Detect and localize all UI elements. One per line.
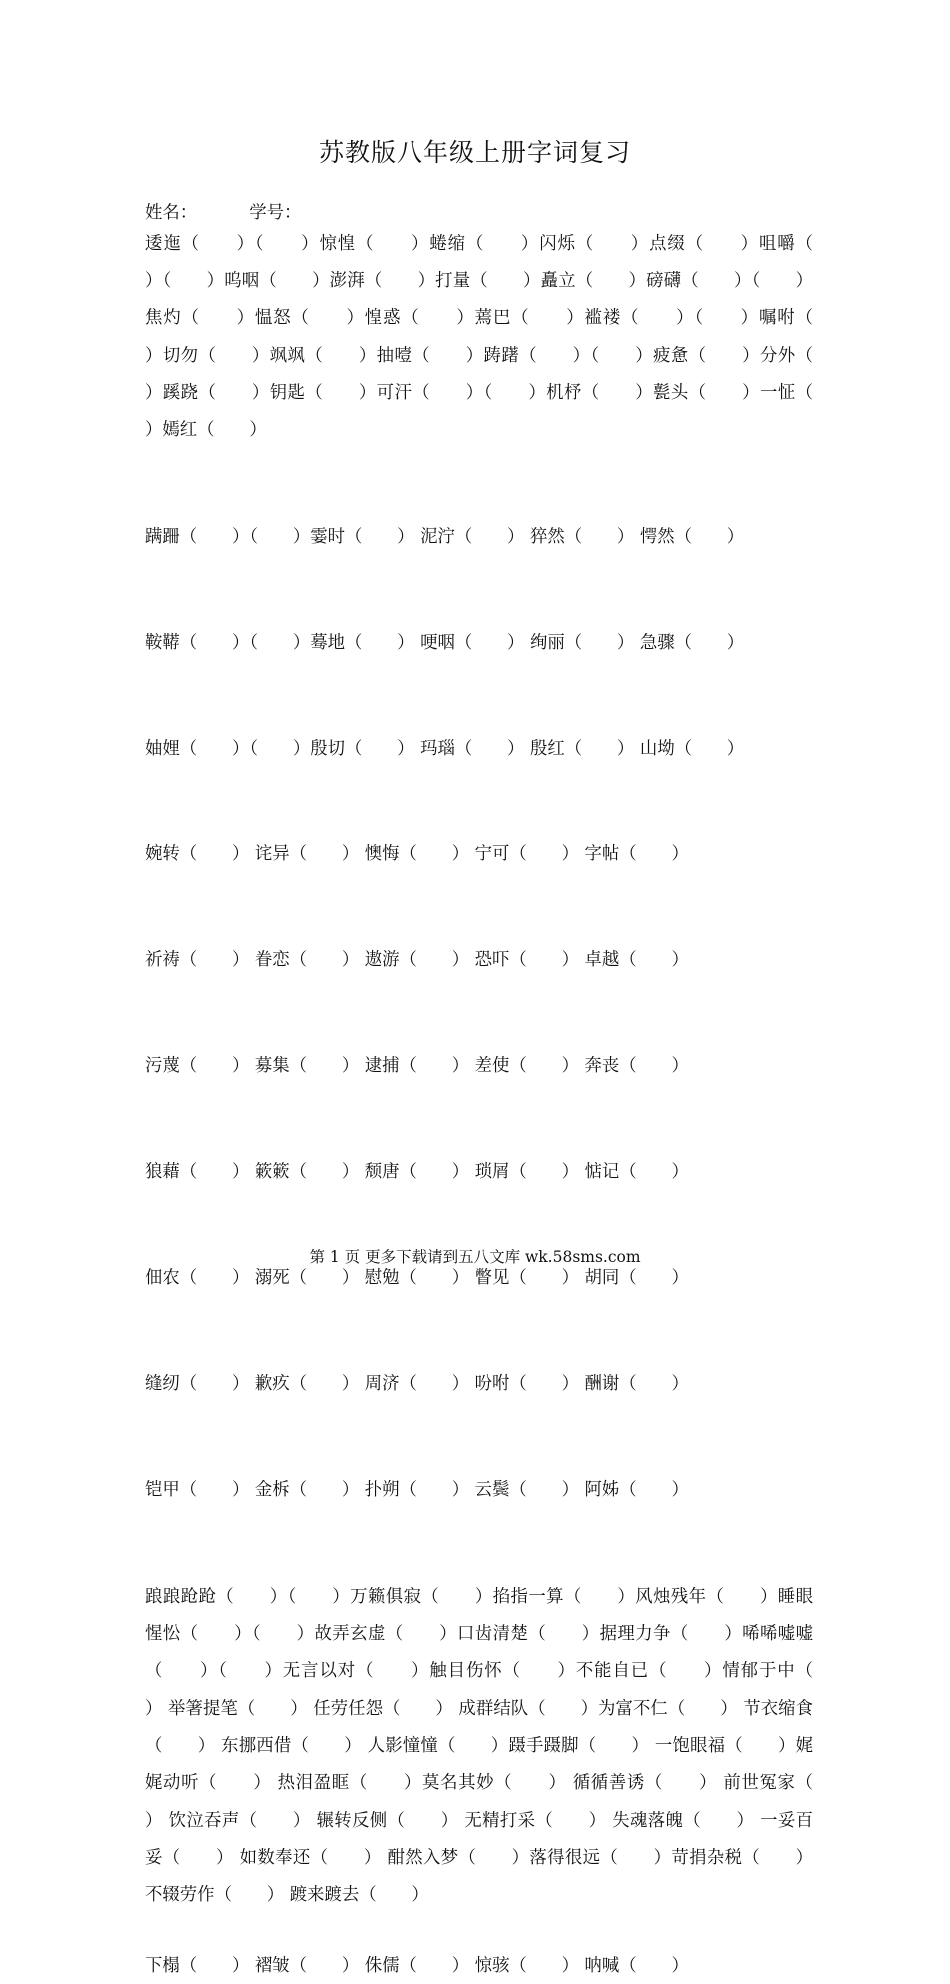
blank-spacer bbox=[145, 1914, 813, 1948]
idiom-paragraph: 踉踉跄跄（ ）（ ）万籁俱寂（ ）掐指一算（ ）风烛残年（ ）睡眼惺忪（ ）（ ）故弄玄虚（ ）口齿清楚（ ）据理力争（ ）唏唏嘘嘘（ ）（ ）无言以对（ ）触目伤怀（ ）不能自已（ ）情郁于中（ ） 举箸提笔（ ） 任劳任怨（ ） 成群结队（ ）为富不仁（ ） 节衣缩食（ ） 东挪西借（ ） 人影憧憧（ ）蹑手蹑脚（ ） 一饱眼福（ ）娓娓动听（ ） 热泪盈眶（ ）莫名其妙（ ） 循循善诱（ ） 前世冤家（ ） 饮泣吞声（ ） 辗转反侧（ ） 无精打采（ ） 失魂落魄（ ） 一妥百妥（ ） 如数奉还（ ） 酣然入梦（ ）落得很远（ ）苛捐杂税（ ）不辍劳作（ ） 踱来踱去（ ） bbox=[145, 1586, 848, 1906]
vocab-paragraph-1: 逶迤（ ）（ ）惊惶（ ）蜷缩（ ）闪烁（ ）点缀（ ）咀嚼（ ）（ ）呜咽（ ）澎湃（ ）打量（ ）矗立（ ）磅礴（ ）（ ）焦灼（ ）愠怒（ ）惶惑（ ）蔫巴（ ）褴褛（ ）（ ）嘱咐（ ）切勿（ ）飒飒（ ）抽噎（ ）踌躇（ ）（ ）疲惫（ ）分外（ ）蹊跷（ ）钥匙（ ）可汗（ ）（ ）机杼（ ）甏头（ ）一怔（ ）嫣红（ ） bbox=[145, 234, 848, 441]
vocab-line: 蹒跚（ ）（ ）霎时（ ） 泥泞（ ） 猝然（ ） 愕然（ ） bbox=[145, 526, 745, 547]
vocab-line: 妯娌（ ）（ ）殷切（ ） 玛瑙（ ） 殷红（ ） 山坳（ ） bbox=[145, 738, 745, 759]
vocab-line: 鞍鞯（ ）（ ）蓦地（ ） 哽咽（ ） 绚丽（ ） 急骤（ ） bbox=[145, 632, 745, 653]
page-title: 苏教版八年级上册字词复习 bbox=[318, 138, 631, 167]
page-footer: 第 1 页 更多下载请到五八文库 wk.58sms.com bbox=[309, 1248, 641, 1266]
vocab-line: 祈祷（ ） 眷恋（ ） 遨游（ ） 恐吓（ ） 卓越（ ） bbox=[145, 950, 689, 971]
name-label: 姓名： bbox=[145, 203, 198, 223]
vocab-line: 铠甲（ ） 金柝（ ） 扑朔（ ） 云鬓（ ） 阿姊（ ） bbox=[145, 1479, 689, 1500]
vocab-list-2 bbox=[145, 449, 813, 1579]
worksheet-body bbox=[145, 200, 848, 1984]
student-info-row bbox=[145, 200, 813, 226]
vocab-line: 缝纫（ ） 歉疚（ ） 周济（ ） 吩咐（ ） 酬谢（ ） bbox=[145, 1373, 689, 1394]
vocab-line: 污蔑（ ） 募集（ ） 逮捕（ ） 差使（ ） 奔丧（ ） bbox=[145, 1056, 689, 1077]
student-id-label: 学号： bbox=[249, 203, 302, 223]
vocab-line: 狼藉（ ） 簌簌（ ） 颓唐（ ） 琐屑（ ） 惦记（ ） bbox=[145, 1162, 689, 1183]
vocab-paragraph-4: 下榻（ ） 褶皱（ ） 侏儒（ ） 惊骇（ ） 呐喊（ ） bbox=[145, 1956, 689, 1977]
vocab-line: 婉转（ ） 诧异（ ） 懊悔（ ） 宁可（ ） 字帖（ ） bbox=[145, 844, 689, 865]
vocab-line: 佃农（ ） 溺死（ ） 慰勉（ ） 瞥见（ ） 胡同（ ） bbox=[145, 1268, 689, 1289]
